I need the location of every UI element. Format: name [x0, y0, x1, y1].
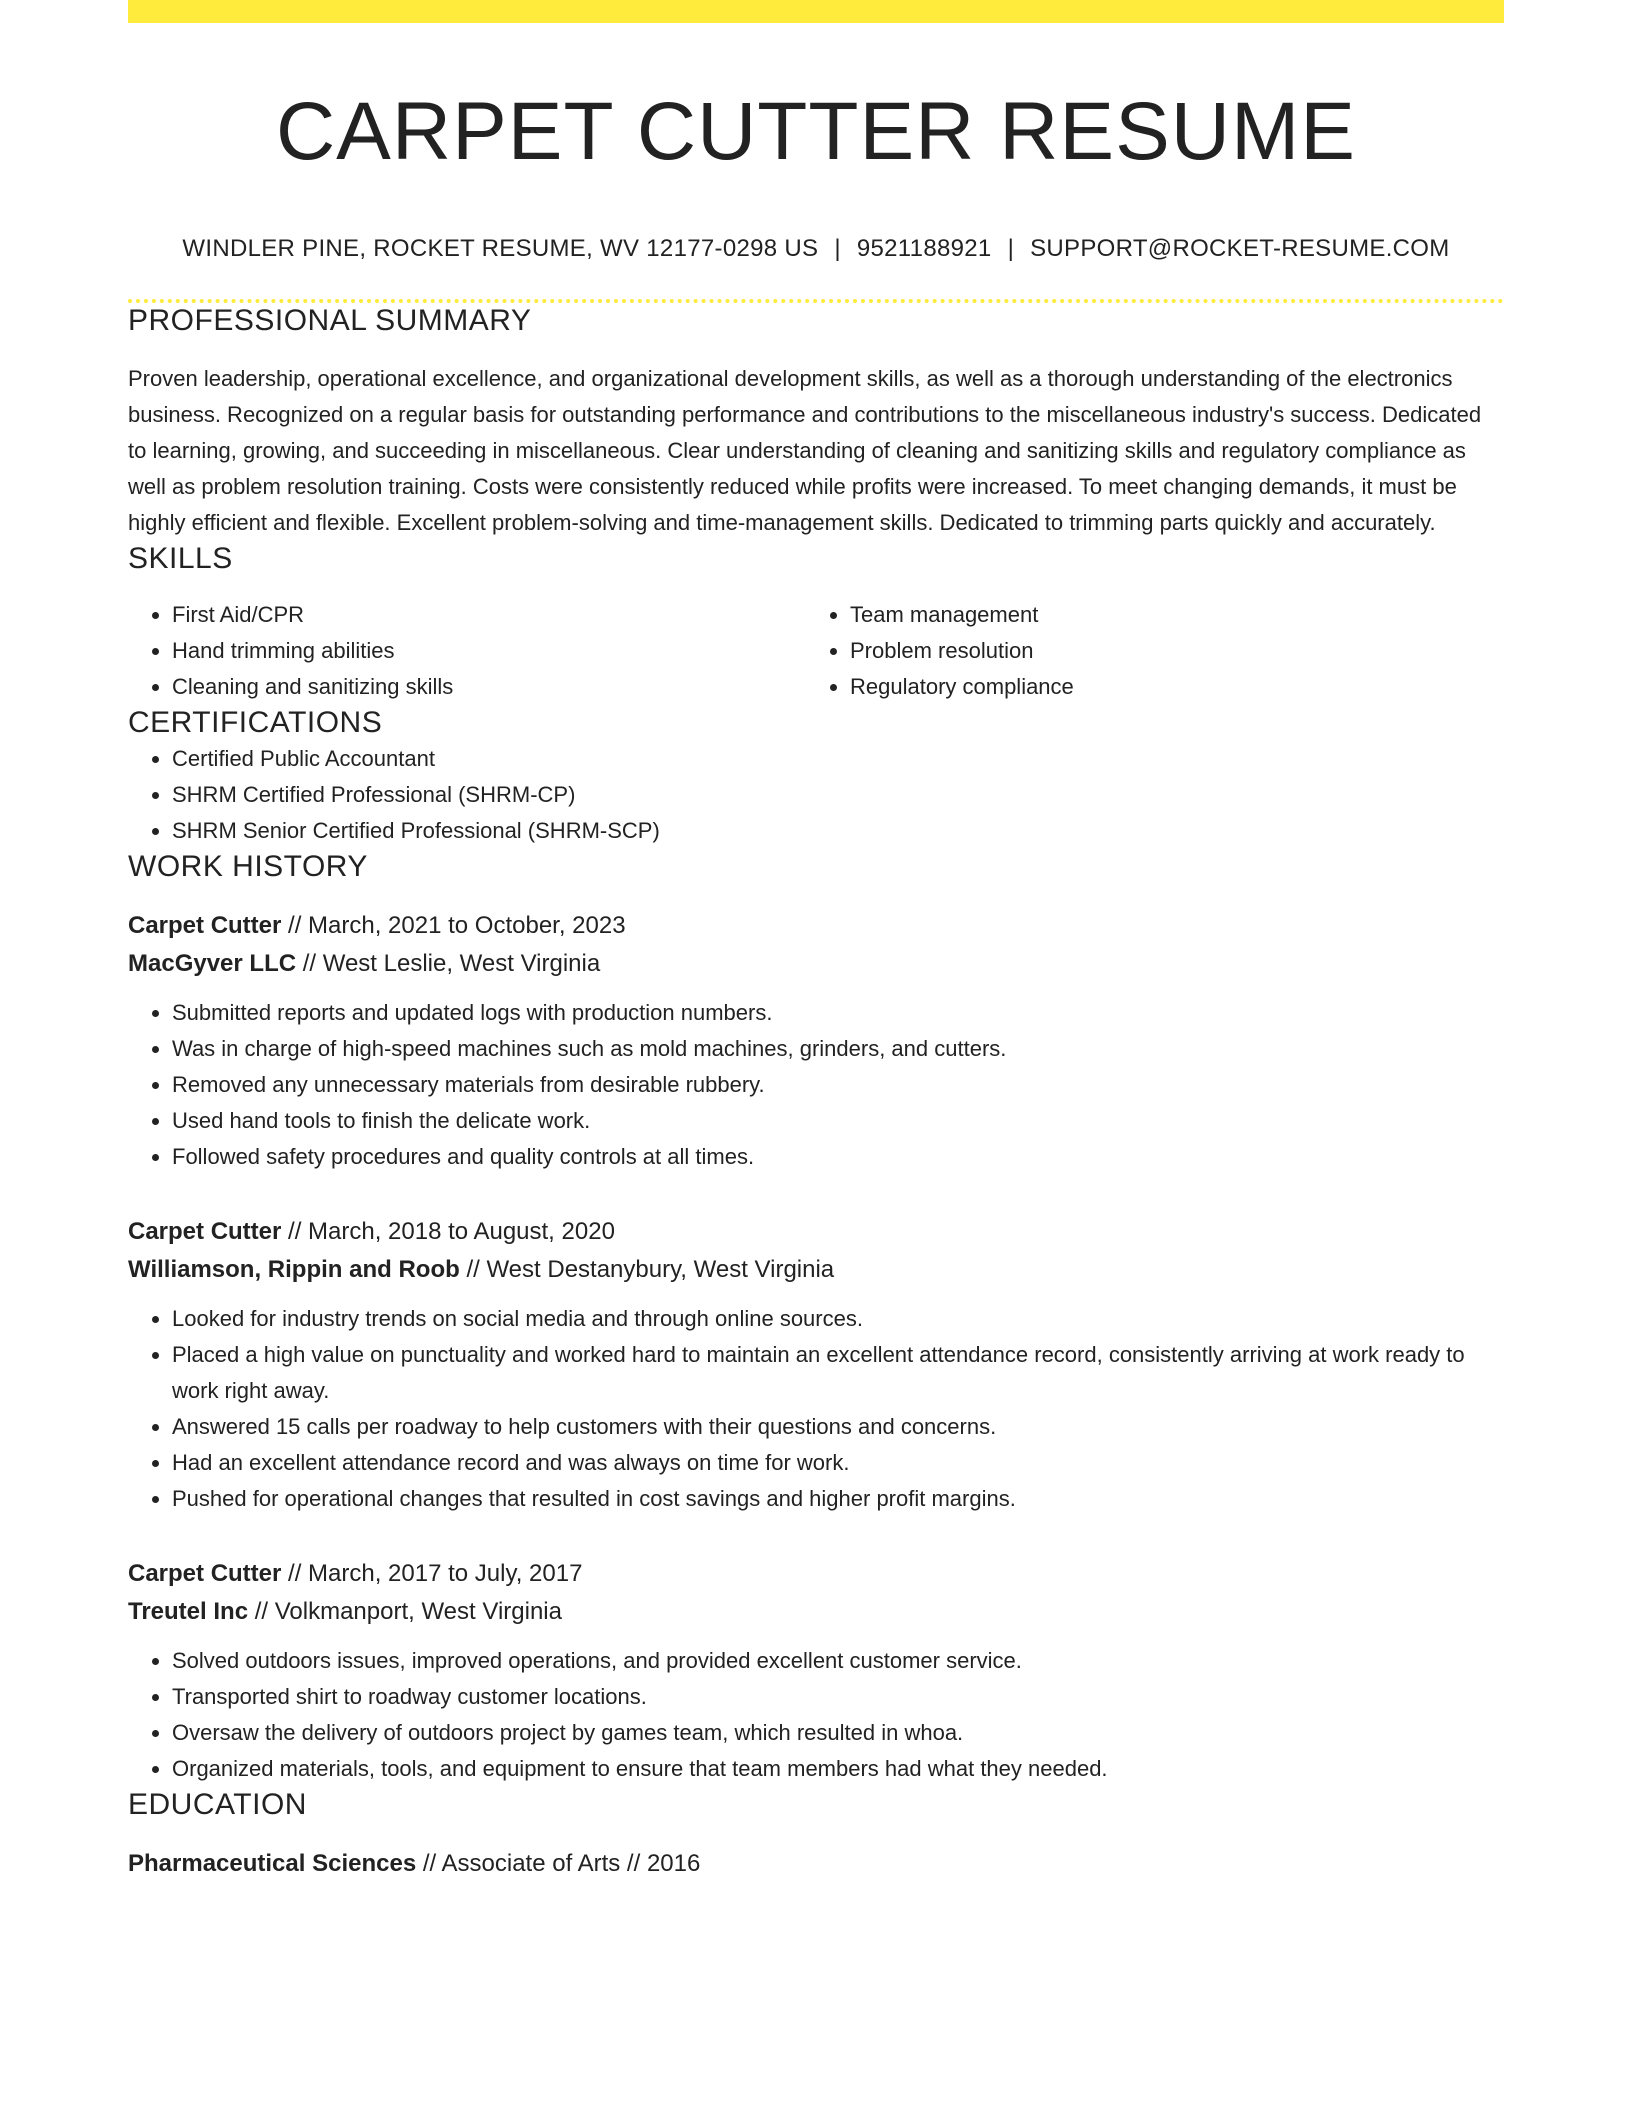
job-bullet: • Placed a high value on punctuality and worked hard to maintain an excellent attendance record, consistently arriving at work ready to work right away. [172, 1337, 1504, 1409]
job-bullet: • Solved outdoors issues, improved operations, and provided excellent customer service. [172, 1643, 1504, 1679]
skills-grid [128, 597, 1504, 705]
job-bullets [128, 995, 1504, 1175]
skills-list-right [806, 597, 1484, 705]
resume-page [128, 0, 1504, 1883]
job-bullet: • Answered 15 calls per roadway to help customers with their questions and concerns. [172, 1409, 1504, 1445]
education-entry [128, 1845, 1504, 1883]
job-company-line [128, 1593, 1504, 1631]
job-bullet: • Had an excellent attendance record and was always on time for work. [172, 1445, 1504, 1481]
skills-heading: SKILLS [128, 542, 233, 576]
job-location: // Volkmanport, West Virginia [248, 1598, 562, 1626]
job-dates: // March, 2021 to October, 2023 [281, 912, 626, 940]
job-entry [128, 1555, 1504, 1787]
education-degree: // Associate of Arts // 2016 [416, 1850, 701, 1878]
job-company: MacGyver LLC [128, 950, 297, 978]
certification-item: • SHRM Senior Certified Professional (SHRM-SCP) [172, 813, 1504, 849]
job-title-line [128, 1213, 1504, 1251]
contact-separator: | [1007, 235, 1015, 263]
job-bullet: • Followed safety procedures and quality controls at all times. [172, 1139, 1504, 1175]
job-dates: // March, 2017 to July, 2017 [281, 1560, 583, 1588]
certification-item: • Certified Public Accountant [172, 741, 1504, 777]
job-title-line [128, 907, 1504, 945]
contact-phone: 9521188921 [856, 235, 992, 263]
skill-item: • Problem resolution [850, 633, 1484, 669]
skill-item: • First Aid/CPR [172, 597, 806, 633]
job-title-line [128, 1555, 1504, 1593]
job-bullet: • Transported shirt to roadway customer locations. [172, 1679, 1504, 1715]
skill-item: • Cleaning and sanitizing skills [172, 669, 806, 705]
job-bullets [128, 1301, 1504, 1517]
skill-item: • Regulatory compliance [850, 669, 1484, 705]
job-bullet: • Removed any unnecessary materials from desirable rubbery. [172, 1067, 1504, 1103]
contact-line [128, 235, 1504, 263]
skills-list-left [128, 597, 806, 705]
job-bullet: • Pushed for operational changes that resulted in cost savings and higher profit margins. [172, 1481, 1504, 1517]
job-company: Treutel Inc [128, 1598, 249, 1626]
job-dates: // March, 2018 to August, 2020 [281, 1218, 615, 1246]
education-heading: EDUCATION [128, 1788, 307, 1822]
job-company-line [128, 1251, 1504, 1289]
job-bullet: • Used hand tools to finish the delicate work. [172, 1103, 1504, 1139]
job-company-line [128, 945, 1504, 983]
skill-item: • Team management [850, 597, 1484, 633]
education-field: Pharmaceutical Sciences [128, 1850, 417, 1878]
job-entry [128, 1213, 1504, 1517]
job-location: // West Destanybury, West Virginia [459, 1256, 835, 1284]
job-bullet: • Was in charge of high-speed machines such as mold machines, grinders, and cutters. [172, 1031, 1504, 1067]
resume-title: CARPET CUTTER RESUME [275, 86, 1357, 177]
top-accent-bar [128, 0, 1504, 23]
job-bullets [128, 1643, 1504, 1787]
job-company: Williamson, Rippin and Roob [128, 1256, 460, 1284]
contact-email: SUPPORT@ROCKET-RESUME.COM [1030, 235, 1450, 263]
certifications-list [128, 741, 1504, 849]
skill-item: • Hand trimming abilities [172, 633, 806, 669]
job-title: Carpet Cutter [128, 1218, 282, 1246]
summary-text: Proven leadership, operational excellence, and organizational development skills, as well as a thorough understanding of the electronics business. Recognized on a regular basis for outstanding performance and contributions to the miscellaneous industry's success. Dedicated to learning, growing, and succeeding in miscellaneous. Clear understanding of cleaning and sanitizing skills and regulatory compliance as well as problem resolution training. Costs were consistently reduced while profits were increased. To meet changing demands, it must be highly efficient and flexible. Excellent problem-solving and time-management skills. Dedicated to trimming parts quickly and accurately. [128, 366, 1482, 536]
job-bullet: • Looked for industry trends on social media and through online sources. [172, 1301, 1504, 1337]
contact-separator: | [834, 235, 841, 263]
job-title: Carpet Cutter [128, 912, 282, 940]
certification-item: • SHRM Certified Professional (SHRM-CP) [172, 777, 1504, 813]
job-location: // West Leslie, West Virginia [296, 950, 601, 978]
job-bullet: • Oversaw the delivery of outdoors project by games team, which resulted in whoa. [172, 1715, 1504, 1751]
job-title: Carpet Cutter [128, 1560, 282, 1588]
contact-address: WINDLER PINE, ROCKET RESUME, WV 12177-0298 US [182, 235, 819, 263]
summary-heading: PROFESSIONAL SUMMARY [128, 304, 532, 338]
job-entry [128, 907, 1504, 1175]
job-bullet: • Submitted reports and updated logs with production numbers. [172, 995, 1504, 1031]
work-history-heading: WORK HISTORY [128, 850, 368, 884]
job-bullet: • Organized materials, tools, and equipment to ensure that team members had what they needed. [172, 1751, 1504, 1787]
certifications-heading: CERTIFICATIONS [128, 706, 383, 740]
